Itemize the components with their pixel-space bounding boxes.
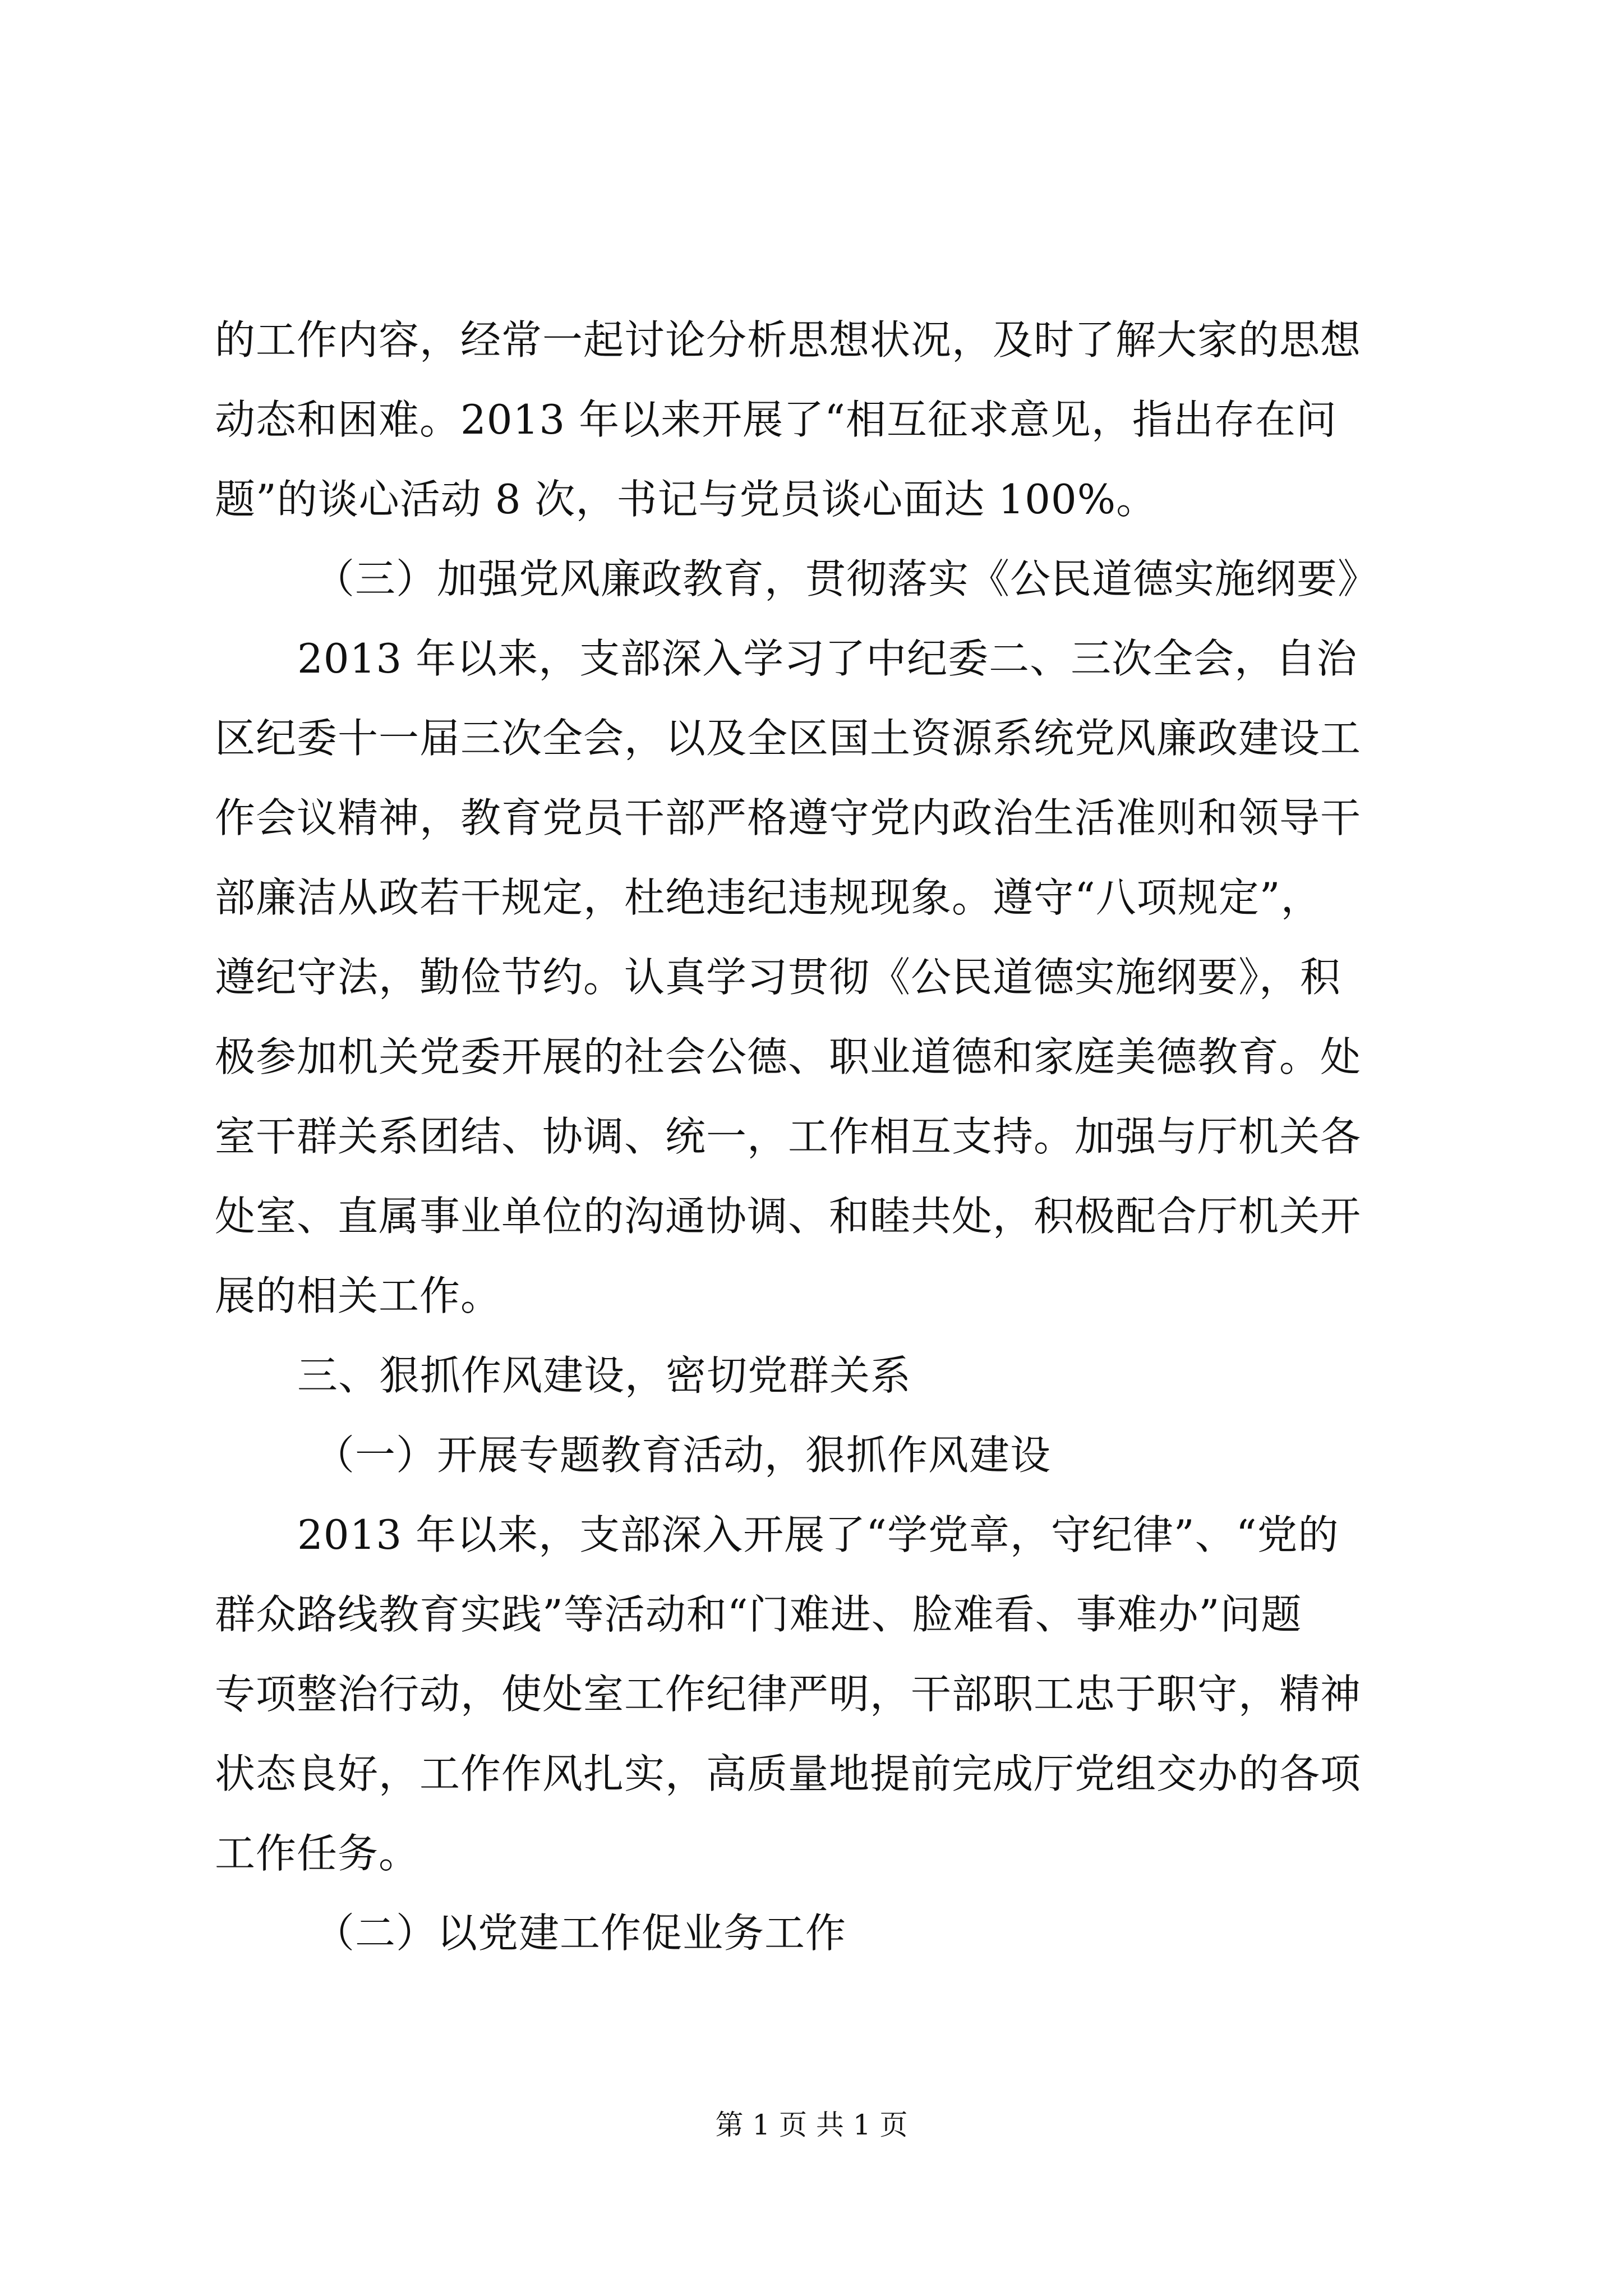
- body-text-line: 工作任务。: [215, 1830, 420, 1877]
- subheading-2: （二）以党建工作促业务工作: [314, 1910, 847, 1957]
- body-text-line: 专项整治行动，使处室工作纪律严明，干部职工忠于职守，精神: [215, 1671, 1362, 1718]
- body-text-line: 2013 年以来，支部深入学习了中纪委二、三次全会，自治: [297, 635, 1358, 682]
- section-heading: 三、狠抓作风建设，密切党群关系: [297, 1352, 912, 1399]
- body-text-line: 遵纪守法，勤俭节约。认真学习贯彻《公民道德实施纲要》，积: [215, 954, 1341, 1001]
- body-text-line: 状态良好，工作作风扎实，高质量地提前完成厅党组交办的各项: [215, 1750, 1362, 1797]
- subheading-1: （一）开展专题教育活动，狠抓作风建设: [314, 1432, 1052, 1479]
- page-footer: 第 1 页 共 1 页: [715, 2109, 908, 2141]
- body-text-line: 题”的谈心活动 8 次，书记与党员谈心面达 100%。: [215, 476, 1158, 523]
- body-text-line: 室干群关系团结、协调、统一，工作相互支持。加强与厅机关各: [215, 1113, 1362, 1160]
- subheading-3: （三）加强党风廉政教育，贯彻落实《公民道德实施纲要》: [314, 555, 1379, 602]
- body-text-line: 区纪委十一届三次全会，以及全区国土资源系统党风廉政建设工: [215, 715, 1362, 762]
- body-text-line: 2013 年以来，支部深入开展了“学党章，守纪律”、“党的: [297, 1511, 1339, 1558]
- body-text-line: 作会议精神，教育党员干部严格遵守党内政治生活准则和领导干: [215, 794, 1362, 841]
- body-text-line: 部廉洁从政若干规定，杜绝违纪违规现象。遵守“八项规定”，: [215, 874, 1322, 921]
- body-text-line: 动态和困难。2013 年以来开展了“相互征求意见，指出存在问: [215, 396, 1337, 443]
- body-text-line: 群众路线教育实践”等活动和“门难进、脸难看、事难办”问题: [215, 1591, 1302, 1638]
- body-text-line: 展的相关工作。: [215, 1272, 502, 1319]
- body-text-line: 处室、直属事业单位的沟通协调、和睦共处，积极配合厅机关开: [215, 1193, 1362, 1240]
- body-text-line: 极参加机关党委开展的社会公德、职业道德和家庭美德教育。处: [215, 1033, 1362, 1080]
- body-text-line: 的工作内容，经常一起讨论分析思想状况，及时了解大家的思想: [215, 316, 1362, 364]
